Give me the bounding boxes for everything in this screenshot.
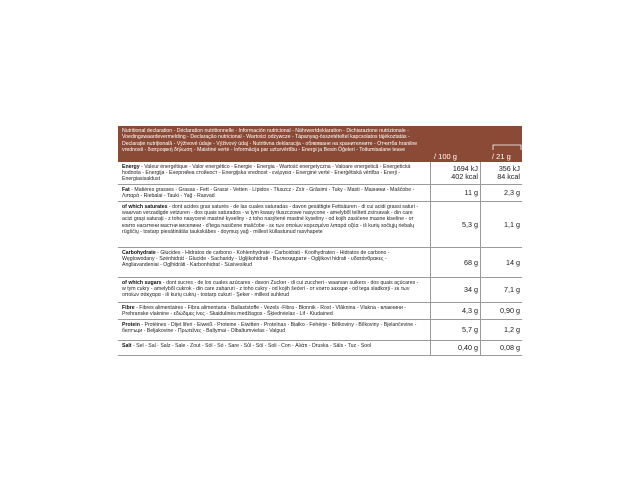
value-per-portion: 2,3 g [504,188,520,197]
nutrient-label: Carbohydrate - Glucides - Hidratos de carbono - Kohlenhydrate - Carboidrati - Koolhydraten - Hidratos de carbono - Węglowodany - Szénhidrát - Glucide - Sacharidy - Ugljikohidrati - Въглехидрати - Ogljikovi hidrati - υδατάνθρακες - Angliavandeniai - Ogļhidrāti - Karbonhidrat - Süsivesikud [122,250,390,269]
value-per-portion: 1,1 g [504,219,520,229]
table-row [118,320,522,341]
value-per-portion: 1,2 g [504,325,520,334]
table-row [118,278,522,303]
nutrient-name: Protein [122,322,140,328]
nutrient-label: Fibre - Fibres alimentaires - Fibra alimentaria - Ballaststoffe - Vezels -Fibra - Błonnik - Rost - Vlăknina - Vlakna - влакнини - Prehranske vlaknine - εδώδιμες ίνες - Skaidulinės medžiagos - Šķiedrvielas - Lif - Kiudained [122,305,407,318]
column-divider [430,162,431,356]
nutrient-name: Carbohydrate [122,250,156,256]
value-per-100g: 11 g [464,188,478,197]
nutrient-label: Fat - Matières grasses - Grasas - Fett - Grassi - Vetten - Lípidos - Tłuszcz - Zsír - Grăsimi - Tuky - Masti - Мазнини - Maščobe - Λιπαρά - Riebalai - Tauki - Yağ - Rasvad [122,187,415,200]
column-divider [480,162,481,356]
table-row [118,185,522,202]
nutrient-name: Fat [122,187,130,193]
table-row [118,341,522,356]
value-per-100g: 0,40 g [458,343,478,352]
nutrition-table [118,126,522,356]
header-declaration-text: Nutritional declaration - Déclaration nutritionnelle - Información nutricional - Nährwertdeklaration - Dichiarazione nutrizionale - Voedingswaardevermelding - Declaração nutricional - Wartości odżywcze - Tápanyag-összetételtel kapcsolatos tájékoztatás - Declarație nutrițională - Výživové údaje - Výživový údaj - Nutritivna deklaracija - обявяване на хранителните - Отчитба hranilne vrednosti - διατροφική δήλωση - Maistinė vertė - Informācija par uzturvērtību - Energi ja Besin Öğeleri - Toitumisalane teave [122,128,418,154]
nutrient-name: Energy [122,164,140,170]
nutrient-name: Salt [122,343,132,349]
nutrient-name: of which saturates [122,204,168,210]
value-per-100g: 1694 kJ 402 kcal [451,164,478,181]
table-row [118,202,522,248]
value-per-100g: 68 g [464,257,478,267]
value-per-portion: 0,08 g [500,343,520,352]
nutrient-label: Salt - Sel - Sal - Salz - Sale - Zout - Sól - Só - Sare - Sůl - Sól - Soli - Con - Αλάτι - Druska - Sāls - Tuz - Sool [122,343,372,349]
portion-bracket-icon [492,144,522,151]
header-per-100g: / 100 g [434,152,457,161]
value-per-portion: 0,90 g [500,306,520,315]
nutrient-name: Fibre [122,305,135,311]
nutrient-label: of which sugars - dont sucres - de los cuales azúcares - davon Zucker - di cui zuccheri - waarvan suikers - dos quais açúcares - w tym cukry - amelyből cukrok - din care zaharuri - z toho cukry - od kojih šećeri - от които захари - od tega sladkorji - εκ των οποίων σάκχαρα - iš kurių cukrų - tostarp cukuri - Şeker - millest suhkrud [122,280,419,299]
table-row [118,248,522,278]
table-row [118,162,522,185]
header-per-portion: / 21 g [492,152,511,161]
value-per-100g: 5,7 g [462,325,478,334]
value-per-portion: 14 g [506,257,520,267]
nutrient-label: Energy - Valeur énergétique - Valor energético - Energie - Energia - Wartość energetyczna - Valoare energetică - Energetická hodnota - Energija - Енергийна стойност - Energijska vrednost - ενέργεια - Energinė vertė - Enerģētiskā vērtība - Enerji - Energiasisaldust [122,164,411,183]
value-per-100g: 5,3 g [462,219,478,229]
nutrient-label: of which saturates - dont acides gras saturés - de las cuales saturadas - davon gesättigte Fettsäuren - di cui acidi grassi saturi - waarvan verzadigde vetzuren - dos quais saturados - w tym kwasy tłuszczowe nasycone - amelyből telített zsírsavak - din care acizi grași saturați - z toho nasycené mastné kyseliny - z toho nasýtené mastné kyseliny - od kojih zasićene masne kiseline - от които наситени мастни киселини - d’tega nasičene maščobe - εκ των οποίων κορεσμένα λιπαρά οξέα - iš kurių sočiųjų riebalų rūgščių - tostarp piesātinātās taukskābes - doymuş yağ - millest küllastunud rasvhapete [122,204,419,235]
nutrient-name: of which sugars [122,280,162,286]
table-header [118,126,522,162]
value-per-portion: 7,1 g [504,285,520,294]
table-row [118,303,522,320]
nutrient-label: Protein - Protéines - Dijet liferi - Eiweiß - Proteine - Eiwitten - Proteínas - Białko - Fehérje - Bělkoviny - Bílkoviny - Bjelančevine - белтъци - Beljakovine - Πρωτεΐνες - Baltymai - Olbaltumvielas - Valgud [122,322,417,335]
value-per-portion: 356 kJ 84 kcal [497,164,520,181]
value-per-100g: 4,3 g [462,306,478,315]
table-body [118,162,522,356]
value-per-100g: 34 g [464,285,478,294]
